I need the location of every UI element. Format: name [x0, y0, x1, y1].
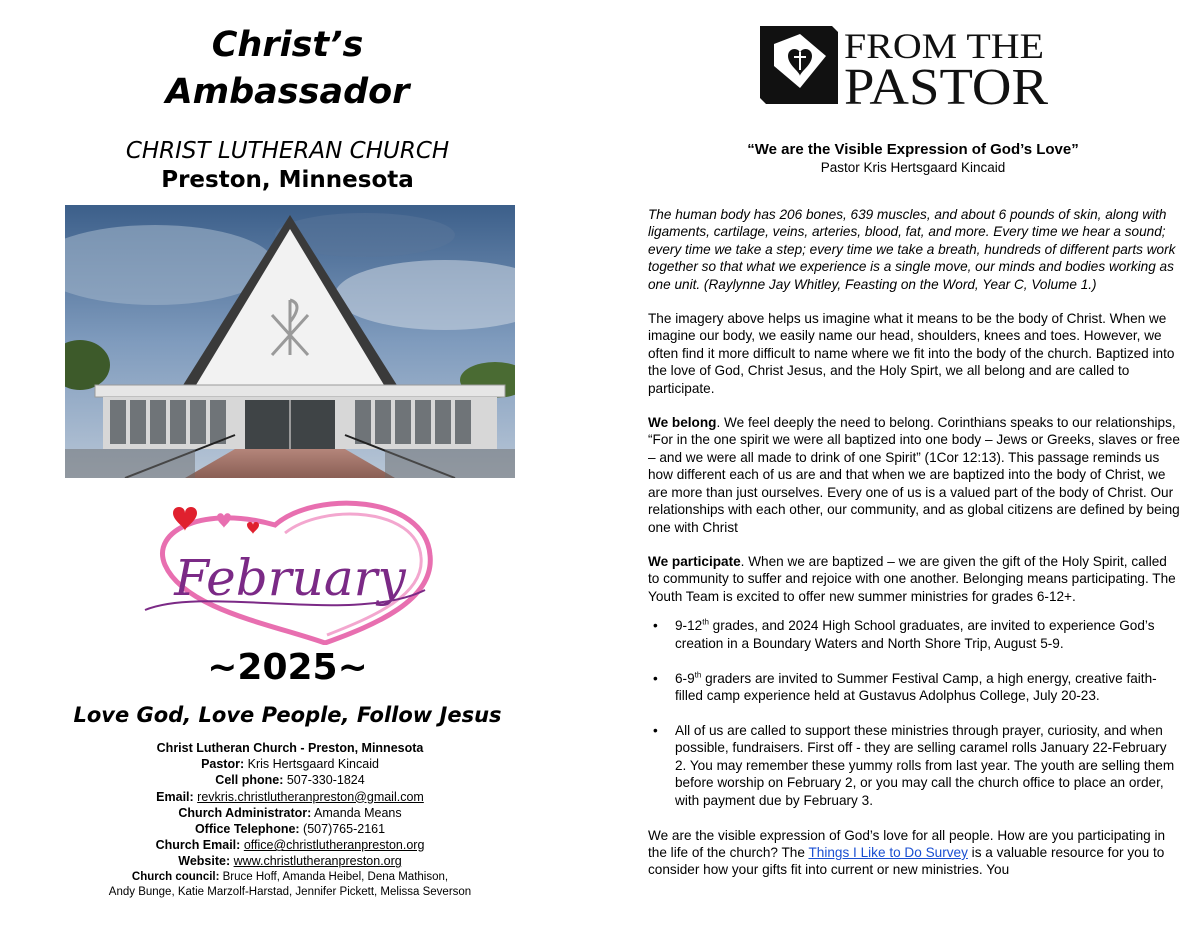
pastor-value: Kris Hertsgaard Kincaid: [244, 757, 379, 772]
we-participate-text: . When we are baptized – we are given the gift of the Holy Spirit, called to community to suffer and rejoice with one another. Belonging means participating. The Youth Team is excited to offer new summer ministries for grades 6-12+.: [648, 553, 1176, 604]
bullet1-sup: th: [702, 617, 709, 627]
pastor-email-link[interactable]: revkris.christlutheranpreston@gmail.com: [197, 789, 424, 804]
from-the-pastor-logo: [760, 26, 1050, 106]
closing-text-a: We are the visible expression of God’s love for all people. How are you participating in the life of the church? The: [648, 827, 1166, 860]
bullet3-text: All of us are called to support these ministries through prayer, curiosity, and when possible, fundraisers. First off - they are selling caramel rolls January 22-February 2. You may remember these yummy rolls from last year. The youth are selling them before worship on February 2, or you may call the church office to place an order, with payment due by February 3.: [675, 722, 1175, 808]
council-members-2: Andy Bunge, Katie Marzolf-Harstad, Jennifer Pickett, Melissa Severson: [108, 885, 472, 898]
bullet1-grade: 9-12: [675, 618, 703, 634]
list-item: [675, 617, 1180, 652]
email-label: Email:: [156, 789, 194, 804]
paragraph-closing: [648, 827, 1180, 879]
paragraph-we-participate: [648, 553, 1180, 605]
article-body: [648, 206, 1180, 896]
february-text: February: [174, 549, 406, 607]
bullet1-text: grades, and 2024 High School graduates, are invited to experience God’s creation in a Boundary Waters and North Shore Trip, August 5-9.: [675, 618, 1155, 651]
pastor-label: Pastor:: [201, 757, 245, 772]
church-photo: [65, 205, 515, 478]
bullet2-text: graders are invited to Summer Festival Camp, a high energy, creative faith-filled camp experience held at Gustavus Adolphus College, July 20-23.: [675, 670, 1157, 703]
cell-label: Cell phone:: [215, 773, 284, 788]
church-email-link[interactable]: office@christlutheranpreston.org: [243, 838, 425, 853]
paragraph-we-belong: [648, 414, 1180, 536]
bullet2-sup: th: [694, 670, 702, 679]
office-phone-label: Office Telephone:: [194, 822, 300, 837]
list-item: [675, 722, 1180, 809]
ministry-list: [648, 617, 1180, 809]
year-label: ~2025~: [207, 647, 368, 688]
church-location: Preston, Minnesota: [161, 167, 414, 193]
church-name: CHRIST LUTHERAN CHURCH: [125, 138, 450, 164]
february-graphic: [125, 495, 455, 645]
newsletter-title-line2: Ambassador: [165, 72, 410, 112]
admin-value: Amanda Means: [311, 805, 402, 820]
paragraph-body-of-christ: The imagery above helps us imagine what it means to be the body of Christ. When we imagine our body, we easily name our head, shoulders, knees and toes. However, we often find it more difficult to name where we fit into the body of the church. Baptized into the love of God, Christ Jesus, and the Holy Spirt, we all belong and are called to participate.: [648, 311, 1175, 396]
admin-label: Church Administrator:: [178, 805, 312, 820]
left-column: [0, 0, 575, 927]
council-members-1: Bruce Hoff, Amanda Heibel, Dena Mathison,: [219, 870, 449, 883]
we-participate-heading: We participate: [648, 553, 741, 569]
we-belong-heading: We belong: [648, 415, 717, 431]
church-email-label: Church Email:: [155, 838, 241, 853]
website-label: Website:: [178, 854, 231, 869]
contact-heading: Christ Lutheran Church - Preston, Minnesota: [156, 741, 424, 755]
logo-line2: PASTOR: [844, 59, 1049, 106]
cell-value: 507-330-1824: [283, 773, 365, 788]
office-phone-value: (507)765-2161: [299, 822, 386, 837]
logo-line1: FROM THE: [844, 26, 1044, 66]
article-author: Pastor Kris Hertsgaard Kincaid: [820, 160, 1006, 175]
opening-quote: The human body has 206 bones, 639 muscles, and about 6 pounds of skin, along with ligaments, cartilage, veins, arteries, blood, fat, and more. Every time we hear a sound; every time we take a step; every time we take a breath, hundreds of different parts work together so that what we experience is a single move, our minds and bodies working as one unit. (Raylynne Jay Whitley, Feasting on the Word, Year C, Volume 1.): [648, 207, 1176, 292]
website-link[interactable]: www.christlutheranpreston.org: [233, 854, 402, 869]
council-label: Church council:: [131, 870, 220, 883]
church-motto: Love God, Love People, Follow Jesus: [73, 703, 502, 727]
article-title: “We are the Visible Expression of God’s Love”: [747, 141, 1079, 158]
survey-link[interactable]: Things I Like to Do Survey: [808, 844, 968, 860]
closing-text-b: is a valuable resource for you to consider how your gifts fit into current or new ministries. You: [648, 844, 1165, 878]
bullet2-grade: 6-9: [675, 670, 695, 686]
list-item: [675, 670, 1180, 705]
we-belong-text: . We feel deeply the need to belong. Corinthians speaks to our relationships, “For in the one spirit we were all baptized into one body – Jews or Greeks, slaves or free – and we were all made to drink of one Spirit” (1Cor 12:13). This passage reminds us how different each of us are and that when we are baptized into the body of Christ, we are more than just ourselves. Every one of us is a valued part of the body of Christ. Our relationships with each other, our community, and as global citizens are defined by being one with Christ: [648, 415, 1180, 535]
contact-block: [40, 740, 540, 900]
newsletter-title-line1: Christ’s: [211, 25, 364, 65]
